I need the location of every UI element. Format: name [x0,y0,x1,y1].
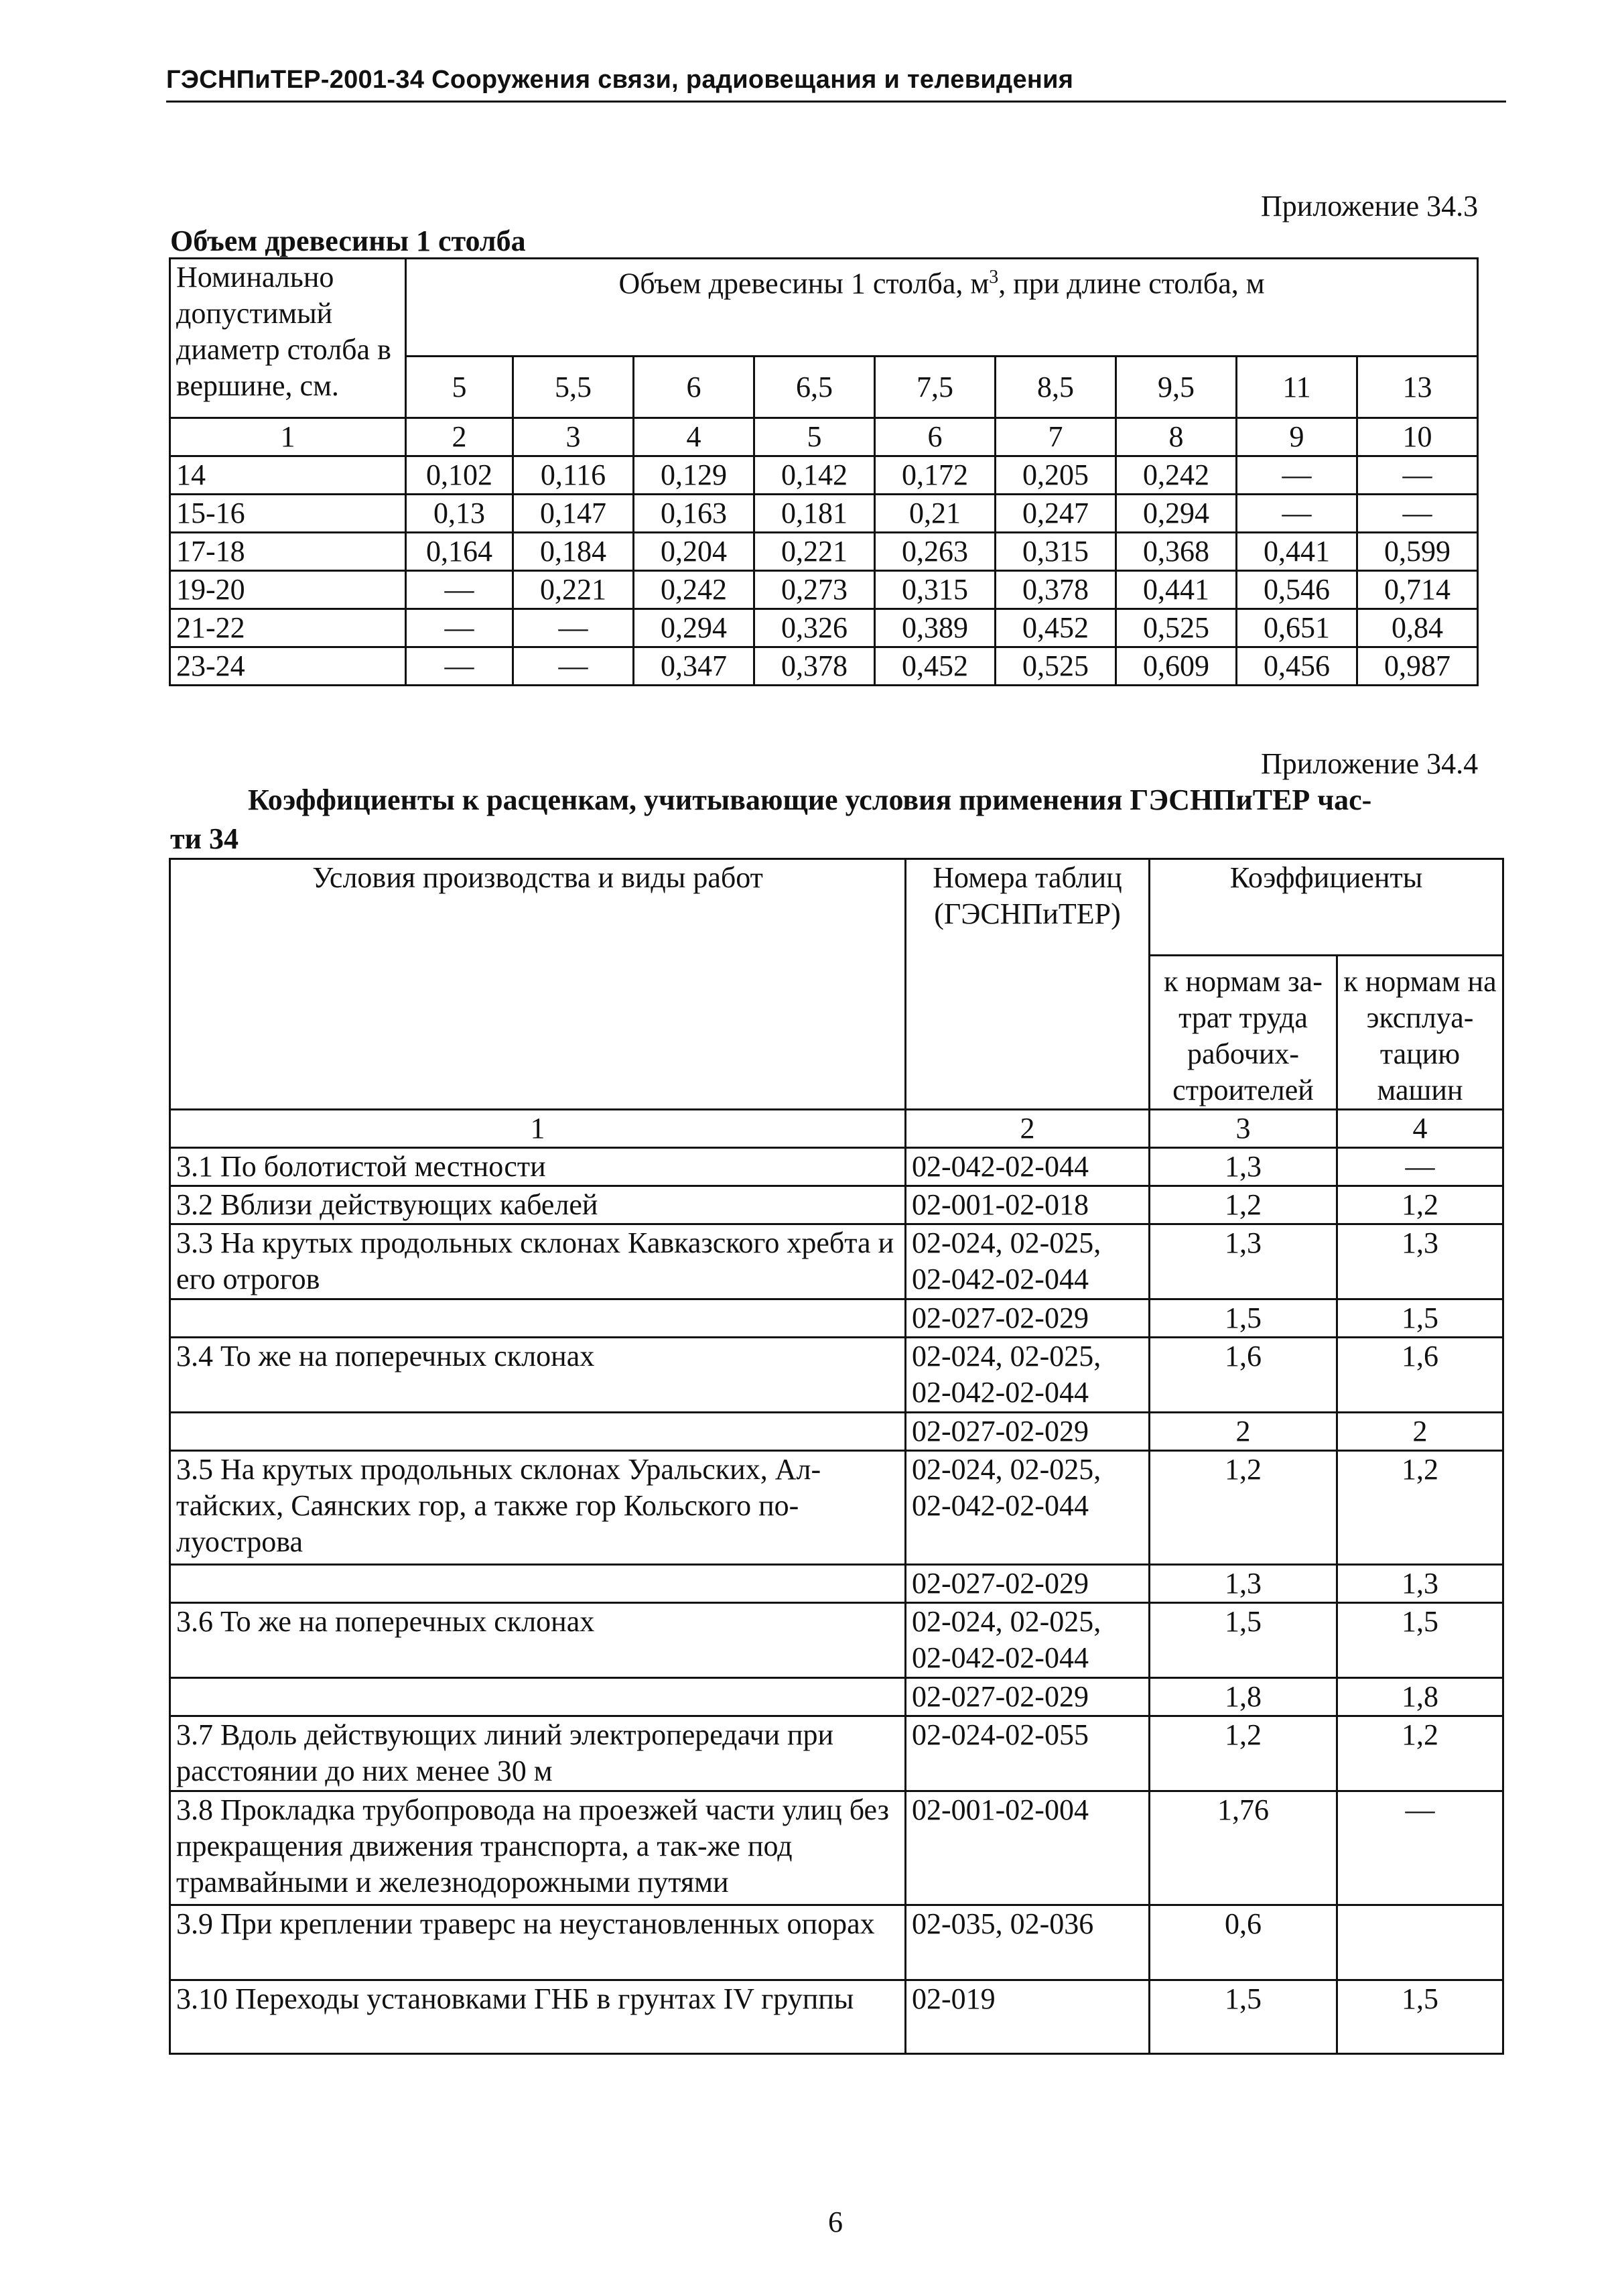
volume-cell: 0,129 [634,456,754,495]
length-header-cell: 5 [406,357,513,418]
volume-cell: — [513,609,634,647]
volume-cell: — [513,647,634,686]
coefficient-row [170,1565,1503,1603]
volume-cell: — [1237,456,1357,495]
condition-cell: 3.9 При креплении траверс на неустановленных опорах [170,1905,906,1980]
diameter-header: Номинально допустимый диаметр столба в вершине, см. [170,259,406,418]
coefficient-row [170,1678,1503,1716]
labor-coefficient-cell: 1,3 [1150,1224,1337,1299]
coefficients-table [169,858,1504,2055]
machine-coefficient-cell: — [1337,1791,1503,1905]
column-number-cell: 9 [1237,418,1357,456]
coefficient-row [170,1338,1503,1413]
condition-cell: 3.4 То же на поперечных склонах [170,1338,906,1413]
volume-cell: 0,452 [996,609,1116,647]
volume-cell: 0,525 [996,647,1116,686]
volume-cell: — [1237,495,1357,533]
page-number: 6 [828,2206,843,2238]
length-header-cell: 9,5 [1116,357,1237,418]
tables-header: Номера таблиц (ГЭСНПиТЕР) [906,859,1150,1110]
machine-coefficient-cell: 1,3 [1337,1565,1503,1603]
volume-cell: 0,987 [1357,647,1478,686]
column-number-cell: 4 [1337,1110,1503,1148]
appendix-34-4-title-line1: Коэффициенты к расценкам, учитывающие условия применения ГЭСНПиТЕР час- [248,783,1372,816]
volume-cell: 0,609 [1116,647,1237,686]
condition-cell: 3.2 Вблизи действующих кабелей [170,1186,906,1224]
volume-cell: 0,389 [875,609,996,647]
labor-coefficient-cell: 1,5 [1150,1603,1337,1678]
volume-cell: 0,181 [754,495,875,533]
diameter-cell: 21-22 [170,609,406,647]
volume-cell: 0,441 [1237,533,1357,571]
volume-cell: 0,164 [406,533,513,571]
volume-cell: 0,273 [754,571,875,609]
diameter-cell: 15-16 [170,495,406,533]
volume-header-prefix: Объем древесины 1 столба, м [618,267,990,300]
labor-coefficient-cell: 1,2 [1150,1716,1337,1791]
machine-coefficient-cell: 1,6 [1337,1338,1503,1413]
table-numbers-cell: 02-024, 02-025, 02-042-02-044 [906,1451,1150,1565]
column-number-cell: 10 [1357,418,1478,456]
condition-cell: 3.1 По болотистой местности [170,1148,906,1186]
length-header-cell: 7,5 [875,357,996,418]
volume-cell: 0,102 [406,456,513,495]
labor-coefficient-cell: 1,2 [1150,1451,1337,1565]
labor-coefficient-cell: 1,5 [1150,1299,1337,1338]
condition-cell: 3.10 Переходы установками ГНБ в грунтах IV группы [170,1980,906,2054]
coefficient-row [170,1413,1503,1451]
volume-cell: 0,294 [634,609,754,647]
volume-cell: 0,546 [1237,571,1357,609]
machine-coefficient-cell: 1,5 [1337,1299,1503,1338]
coefficient-row [170,1186,1503,1224]
condition-cell: 3.7 Вдоль действующих линий электропередачи при расстоянии до них менее 30 м [170,1716,906,1791]
volume-cell: 0,651 [1237,609,1357,647]
column-number-cell: 4 [634,418,754,456]
table-numbers-cell: 02-027-02-029 [906,1678,1150,1716]
diameter-cell: 14 [170,456,406,495]
volume-cell: 0,378 [754,647,875,686]
volume-cell: — [406,609,513,647]
labor-coefficient-cell: 1,3 [1150,1565,1337,1603]
volume-cell: 0,294 [1116,495,1237,533]
table-numbers-cell: 02-001-02-018 [906,1186,1150,1224]
machine-coefficient-cell: 2 [1337,1413,1503,1451]
volume-cell: 0,347 [634,647,754,686]
volume-cell: 0,21 [875,495,996,533]
volume-cell: 0,147 [513,495,634,533]
labor-coefficient-cell: 1,5 [1150,1980,1337,2054]
volume-cell: 0,116 [513,456,634,495]
wood-volume-table [169,257,1479,686]
coefficient-row [170,1980,1503,2054]
volume-cell: 0,247 [996,495,1116,533]
machine-coefficient-cell: 1,2 [1337,1716,1503,1791]
coefficient-row [170,1224,1503,1299]
labor-coefficient-cell: 1,3 [1150,1148,1337,1186]
coefficient-row [170,1791,1503,1905]
volume-cell: 0,599 [1357,533,1478,571]
volume-group-header [406,259,1478,357]
volume-cell: 0,221 [754,533,875,571]
wood-volume-row [170,533,1478,571]
coefficients-header: Коэффициенты [1150,859,1503,956]
condition-cell: 3.5 На крутых продольных склонах Уральских, Ал-тайских, Саянских гор, а также гор Кольского по-луострова [170,1451,906,1565]
wood-volume-row [170,456,1478,495]
labor-norms-header: к нормам за-трат труда рабочих-строителей [1150,956,1337,1110]
wood-volume-row [170,647,1478,686]
volume-cell: — [1357,456,1478,495]
length-header-cell: 8,5 [996,357,1116,418]
coefficient-row [170,1148,1503,1186]
coefficient-row [170,1451,1503,1565]
table-numbers-cell: 02-024, 02-025, 02-042-02-044 [906,1338,1150,1413]
appendix-34-4-title-line2: ти 34 [170,822,239,855]
length-header-cell: 6,5 [754,357,875,418]
volume-cell: 0,525 [1116,609,1237,647]
condition-cell: 3.6 То же на поперечных склонах [170,1603,906,1678]
volume-cell: 0,456 [1237,647,1357,686]
table-numbers-cell: 02-027-02-029 [906,1299,1150,1338]
coefficient-row [170,1299,1503,1338]
volume-cell: 0,315 [996,533,1116,571]
appendix-34-3-title: Объем древесины 1 столба [170,225,526,257]
machine-coefficient-cell: 1,8 [1337,1678,1503,1716]
column-number-cell: 7 [996,418,1116,456]
column-number-cell: 1 [170,418,406,456]
table-numbers-cell: 02-027-02-029 [906,1413,1150,1451]
volume-cell: 0,315 [875,571,996,609]
table-numbers-cell: 02-024, 02-025, 02-042-02-044 [906,1603,1150,1678]
labor-coefficient-cell: 1,8 [1150,1678,1337,1716]
diameter-cell: 23-24 [170,647,406,686]
volume-cell: 0,163 [634,495,754,533]
coefficient-row [170,1603,1503,1678]
volume-cell: — [406,571,513,609]
volume-cell: 0,204 [634,533,754,571]
table-numbers-cell: 02-024-02-055 [906,1716,1150,1791]
condition-cell [170,1299,906,1338]
length-header-cell: 11 [1237,357,1357,418]
machine-coefficient-cell: 1,2 [1337,1186,1503,1224]
condition-cell: 3.3 На крутых продольных склонах Кавказского хребта и его отрогов [170,1224,906,1299]
column-number-cell: 5 [754,418,875,456]
table-numbers-cell: 02-027-02-029 [906,1565,1150,1603]
volume-cell: — [1357,495,1478,533]
column-number-cell: 2 [406,418,513,456]
volume-header-sup: 3 [989,267,999,288]
table-numbers-cell: 02-042-02-044 [906,1148,1150,1186]
table-numbers-cell: 02-024, 02-025, 02-042-02-044 [906,1224,1150,1299]
volume-cell: 0,13 [406,495,513,533]
volume-cell: 0,242 [1116,456,1237,495]
machine-coefficient-cell: — [1337,1148,1503,1186]
column-number-cell: 1 [170,1110,906,1148]
volume-cell: 0,184 [513,533,634,571]
condition-cell [170,1678,906,1716]
machine-coefficient-cell: 1,5 [1337,1603,1503,1678]
machine-coefficient-cell: 1,2 [1337,1451,1503,1565]
header-rule [166,101,1506,103]
table-numbers-cell: 02-001-02-004 [906,1791,1150,1905]
wood-volume-row [170,495,1478,533]
machine-coefficient-cell [1337,1905,1503,1980]
column-number-cell: 2 [906,1110,1150,1148]
volume-cell: 0,205 [996,456,1116,495]
machine-norms-header: к нормам на эксплуа-тацию машин [1337,956,1503,1110]
volume-cell: 0,368 [1116,533,1237,571]
machine-coefficient-cell: 1,3 [1337,1224,1503,1299]
wood-volume-row [170,609,1478,647]
volume-cell: 0,441 [1116,571,1237,609]
table-numbers-cell: 02-019 [906,1980,1150,2054]
volume-header-suffix: , при длине столба, м [998,267,1265,300]
column-number-cell: 6 [875,418,996,456]
length-header-cell: 5,5 [513,357,634,418]
appendix-34-4-label: Приложение 34.4 [1261,747,1479,780]
coefficient-row [170,1716,1503,1791]
labor-coefficient-cell: 1,6 [1150,1338,1337,1413]
column-number-cell: 3 [513,418,634,456]
document-header: ГЭСНПиТЕР-2001-34 Сооружения связи, радиовещания и телевидения [166,66,1074,94]
volume-cell: 0,714 [1357,571,1478,609]
labor-coefficient-cell: 0,6 [1150,1905,1337,1980]
volume-cell: — [406,647,513,686]
labor-coefficient-cell: 1,2 [1150,1186,1337,1224]
labor-coefficient-cell: 2 [1150,1413,1337,1451]
condition-cell [170,1413,906,1451]
appendix-34-3-label: Приложение 34.3 [1261,190,1479,222]
length-header-cell: 6 [634,357,754,418]
machine-coefficient-cell: 1,5 [1337,1980,1503,2054]
volume-cell: 0,84 [1357,609,1478,647]
volume-cell: 0,452 [875,647,996,686]
length-header-cell: 13 [1357,357,1478,418]
condition-cell: 3.8 Прокладка трубопровода на проезжей части улиц без прекращения движения транспорта, а так-же под трамвайными и железнодорожными путями [170,1791,906,1905]
volume-cell: 0,378 [996,571,1116,609]
volume-cell: 0,142 [754,456,875,495]
conditions-header: Условия производства и виды работ [170,859,906,1110]
coefficient-row [170,1905,1503,1980]
column-number-cell: 8 [1116,418,1237,456]
volume-cell: 0,172 [875,456,996,495]
labor-coefficient-cell: 1,76 [1150,1791,1337,1905]
diameter-cell: 17-18 [170,533,406,571]
wood-volume-row [170,571,1478,609]
condition-cell [170,1565,906,1603]
column-number-cell: 3 [1150,1110,1337,1148]
volume-cell: 0,242 [634,571,754,609]
volume-cell: 0,263 [875,533,996,571]
volume-cell: 0,326 [754,609,875,647]
volume-cell: 0,221 [513,571,634,609]
diameter-cell: 19-20 [170,571,406,609]
table-numbers-cell: 02-035, 02-036 [906,1905,1150,1980]
